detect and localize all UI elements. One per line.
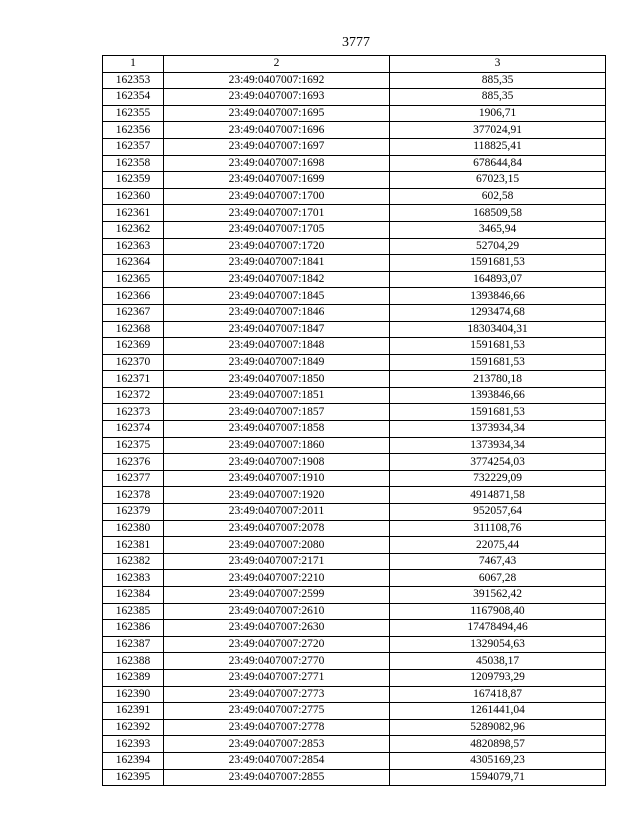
column-header-3: 3 <box>390 56 606 73</box>
cadastral-number-cell: 23:49:0407007:1700 <box>164 188 390 205</box>
cadastral-number-cell: 23:49:0407007:1860 <box>164 437 390 454</box>
value-cell: 22075,44 <box>390 537 606 554</box>
cadastral-number-cell: 23:49:0407007:1848 <box>164 338 390 355</box>
page-number: 3777 <box>342 35 370 50</box>
value-cell: 602,58 <box>390 188 606 205</box>
value-cell: 168509,58 <box>390 205 606 222</box>
value-cell: 17478494,46 <box>390 620 606 637</box>
cadastral-number-cell: 23:49:0407007:1720 <box>164 238 390 255</box>
row-number-cell: 162365 <box>103 271 164 288</box>
row-number-cell: 162359 <box>103 172 164 189</box>
cadastral-number-cell: 23:49:0407007:1698 <box>164 155 390 172</box>
cadastral-number-cell: 23:49:0407007:2773 <box>164 686 390 703</box>
table-row <box>103 122 606 139</box>
row-number-cell: 162389 <box>103 669 164 686</box>
row-number-cell: 162354 <box>103 89 164 106</box>
row-number-cell: 162357 <box>103 138 164 155</box>
table-row <box>103 636 606 653</box>
value-cell: 1293474,68 <box>390 304 606 321</box>
table-row <box>103 304 606 321</box>
value-cell: 377024,91 <box>390 122 606 139</box>
row-number-cell: 162353 <box>103 72 164 89</box>
row-number-cell: 162376 <box>103 454 164 471</box>
value-cell: 118825,41 <box>390 138 606 155</box>
cadastral-number-cell: 23:49:0407007:2853 <box>164 736 390 753</box>
table-row <box>103 72 606 89</box>
table-row <box>103 221 606 238</box>
value-cell: 1373934,34 <box>390 421 606 438</box>
value-cell: 1209793,29 <box>390 669 606 686</box>
cadastral-number-cell: 23:49:0407007:2171 <box>164 553 390 570</box>
table-row <box>103 188 606 205</box>
cadastral-number-cell: 23:49:0407007:2630 <box>164 620 390 637</box>
value-cell: 1261441,04 <box>390 703 606 720</box>
value-cell: 164893,07 <box>390 271 606 288</box>
table-row <box>103 321 606 338</box>
table-row <box>103 537 606 554</box>
table-row <box>103 354 606 371</box>
value-cell: 1591681,53 <box>390 338 606 355</box>
cadastral-number-cell: 23:49:0407007:2080 <box>164 537 390 554</box>
row-number-cell: 162367 <box>103 304 164 321</box>
table-row <box>103 703 606 720</box>
table-row <box>103 570 606 587</box>
column-header-2: 2 <box>164 56 390 73</box>
cadastral-number-cell: 23:49:0407007:2778 <box>164 719 390 736</box>
table-row <box>103 138 606 155</box>
value-cell: 1591681,53 <box>390 255 606 272</box>
cadastral-number-cell: 23:49:0407007:2610 <box>164 603 390 620</box>
table-header-row <box>103 56 606 73</box>
value-cell: 1591681,53 <box>390 404 606 421</box>
table-row <box>103 371 606 388</box>
row-number-cell: 162378 <box>103 487 164 504</box>
table-row <box>103 454 606 471</box>
column-header-1: 1 <box>103 56 164 73</box>
cadastral-number-cell: 23:49:0407007:1910 <box>164 470 390 487</box>
value-cell: 1591681,53 <box>390 354 606 371</box>
cadastral-number-cell: 23:49:0407007:2770 <box>164 653 390 670</box>
value-cell: 1906,71 <box>390 105 606 122</box>
value-cell: 7467,43 <box>390 553 606 570</box>
row-number-cell: 162380 <box>103 520 164 537</box>
table-row <box>103 404 606 421</box>
value-cell: 311108,76 <box>390 520 606 537</box>
table-row <box>103 338 606 355</box>
data-table <box>102 55 606 786</box>
value-cell: 18303404,31 <box>390 321 606 338</box>
value-cell: 1393846,66 <box>390 288 606 305</box>
table-row <box>103 288 606 305</box>
table-row <box>103 769 606 786</box>
row-number-cell: 162372 <box>103 387 164 404</box>
row-number-cell: 162383 <box>103 570 164 587</box>
row-number-cell: 162387 <box>103 636 164 653</box>
cadastral-number-cell: 23:49:0407007:2855 <box>164 769 390 786</box>
table-row <box>103 155 606 172</box>
table-row <box>103 255 606 272</box>
table-row <box>103 653 606 670</box>
row-number-cell: 162375 <box>103 437 164 454</box>
value-cell: 4305169,23 <box>390 752 606 769</box>
table-row <box>103 736 606 753</box>
cadastral-number-cell: 23:49:0407007:1857 <box>164 404 390 421</box>
row-number-cell: 162360 <box>103 188 164 205</box>
row-number-cell: 162382 <box>103 553 164 570</box>
table-row <box>103 437 606 454</box>
cadastral-number-cell: 23:49:0407007:1847 <box>164 321 390 338</box>
cadastral-number-cell: 23:49:0407007:1858 <box>164 421 390 438</box>
value-cell: 885,35 <box>390 72 606 89</box>
row-number-cell: 162394 <box>103 752 164 769</box>
row-number-cell: 162392 <box>103 719 164 736</box>
row-number-cell: 162362 <box>103 221 164 238</box>
row-number-cell: 162395 <box>103 769 164 786</box>
table-row <box>103 89 606 106</box>
value-cell: 1329054,63 <box>390 636 606 653</box>
cadastral-number-cell: 23:49:0407007:2854 <box>164 752 390 769</box>
value-cell: 1594079,71 <box>390 769 606 786</box>
value-cell: 6067,28 <box>390 570 606 587</box>
value-cell: 67023,15 <box>390 172 606 189</box>
cadastral-number-cell: 23:49:0407007:1849 <box>164 354 390 371</box>
table-row <box>103 686 606 703</box>
table-row <box>103 752 606 769</box>
value-cell: 678644,84 <box>390 155 606 172</box>
value-cell: 732229,09 <box>390 470 606 487</box>
table-row <box>103 520 606 537</box>
table-row <box>103 553 606 570</box>
cadastral-number-cell: 23:49:0407007:2011 <box>164 504 390 521</box>
value-cell: 885,35 <box>390 89 606 106</box>
row-number-cell: 162390 <box>103 686 164 703</box>
table-row <box>103 421 606 438</box>
cadastral-number-cell: 23:49:0407007:2210 <box>164 570 390 587</box>
table-row <box>103 487 606 504</box>
row-number-cell: 162369 <box>103 338 164 355</box>
table-row <box>103 172 606 189</box>
cadastral-number-cell: 23:49:0407007:1693 <box>164 89 390 106</box>
row-number-cell: 162356 <box>103 122 164 139</box>
row-number-cell: 162385 <box>103 603 164 620</box>
cadastral-number-cell: 23:49:0407007:1695 <box>164 105 390 122</box>
cadastral-number-cell: 23:49:0407007:1908 <box>164 454 390 471</box>
row-number-cell: 162377 <box>103 470 164 487</box>
cadastral-number-cell: 23:49:0407007:1841 <box>164 255 390 272</box>
value-cell: 1373934,34 <box>390 437 606 454</box>
row-number-cell: 162370 <box>103 354 164 371</box>
value-cell: 213780,18 <box>390 371 606 388</box>
cadastral-number-cell: 23:49:0407007:2771 <box>164 669 390 686</box>
row-number-cell: 162355 <box>103 105 164 122</box>
row-number-cell: 162358 <box>103 155 164 172</box>
row-number-cell: 162393 <box>103 736 164 753</box>
cadastral-number-cell: 23:49:0407007:1851 <box>164 387 390 404</box>
row-number-cell: 162379 <box>103 504 164 521</box>
row-number-cell: 162366 <box>103 288 164 305</box>
table-row <box>103 603 606 620</box>
row-number-cell: 162363 <box>103 238 164 255</box>
value-cell: 391562,42 <box>390 587 606 604</box>
cadastral-number-cell: 23:49:0407007:2599 <box>164 587 390 604</box>
table-row <box>103 719 606 736</box>
row-number-cell: 162373 <box>103 404 164 421</box>
cadastral-number-cell: 23:49:0407007:2720 <box>164 636 390 653</box>
value-cell: 3465,94 <box>390 221 606 238</box>
table-row <box>103 504 606 521</box>
row-number-cell: 162388 <box>103 653 164 670</box>
cadastral-number-cell: 23:49:0407007:1846 <box>164 304 390 321</box>
table-row <box>103 238 606 255</box>
value-cell: 45038,17 <box>390 653 606 670</box>
cadastral-number-cell: 23:49:0407007:1697 <box>164 138 390 155</box>
table-row <box>103 105 606 122</box>
row-number-cell: 162361 <box>103 205 164 222</box>
row-number-cell: 162386 <box>103 620 164 637</box>
table-row <box>103 470 606 487</box>
cadastral-number-cell: 23:49:0407007:1701 <box>164 205 390 222</box>
cadastral-number-cell: 23:49:0407007:1699 <box>164 172 390 189</box>
table-row <box>103 669 606 686</box>
table-row <box>103 387 606 404</box>
cadastral-number-cell: 23:49:0407007:1705 <box>164 221 390 238</box>
cadastral-number-cell: 23:49:0407007:1850 <box>164 371 390 388</box>
cadastral-number-cell: 23:49:0407007:1696 <box>164 122 390 139</box>
cadastral-number-cell: 23:49:0407007:1845 <box>164 288 390 305</box>
cadastral-number-cell: 23:49:0407007:1920 <box>164 487 390 504</box>
table-body <box>103 72 606 786</box>
value-cell: 5289082,96 <box>390 719 606 736</box>
row-number-cell: 162364 <box>103 255 164 272</box>
value-cell: 3774254,03 <box>390 454 606 471</box>
table-row <box>103 587 606 604</box>
cadastral-number-cell: 23:49:0407007:2775 <box>164 703 390 720</box>
value-cell: 952057,64 <box>390 504 606 521</box>
row-number-cell: 162374 <box>103 421 164 438</box>
row-number-cell: 162384 <box>103 587 164 604</box>
cadastral-number-cell: 23:49:0407007:2078 <box>164 520 390 537</box>
cadastral-number-cell: 23:49:0407007:1842 <box>164 271 390 288</box>
table-row <box>103 271 606 288</box>
table-row <box>103 205 606 222</box>
row-number-cell: 162391 <box>103 703 164 720</box>
value-cell: 52704,29 <box>390 238 606 255</box>
value-cell: 1393846,66 <box>390 387 606 404</box>
value-cell: 167418,87 <box>390 686 606 703</box>
value-cell: 4820898,57 <box>390 736 606 753</box>
value-cell: 1167908,40 <box>390 603 606 620</box>
cadastral-number-cell: 23:49:0407007:1692 <box>164 72 390 89</box>
table-row <box>103 620 606 637</box>
row-number-cell: 162371 <box>103 371 164 388</box>
value-cell: 4914871,58 <box>390 487 606 504</box>
row-number-cell: 162368 <box>103 321 164 338</box>
row-number-cell: 162381 <box>103 537 164 554</box>
